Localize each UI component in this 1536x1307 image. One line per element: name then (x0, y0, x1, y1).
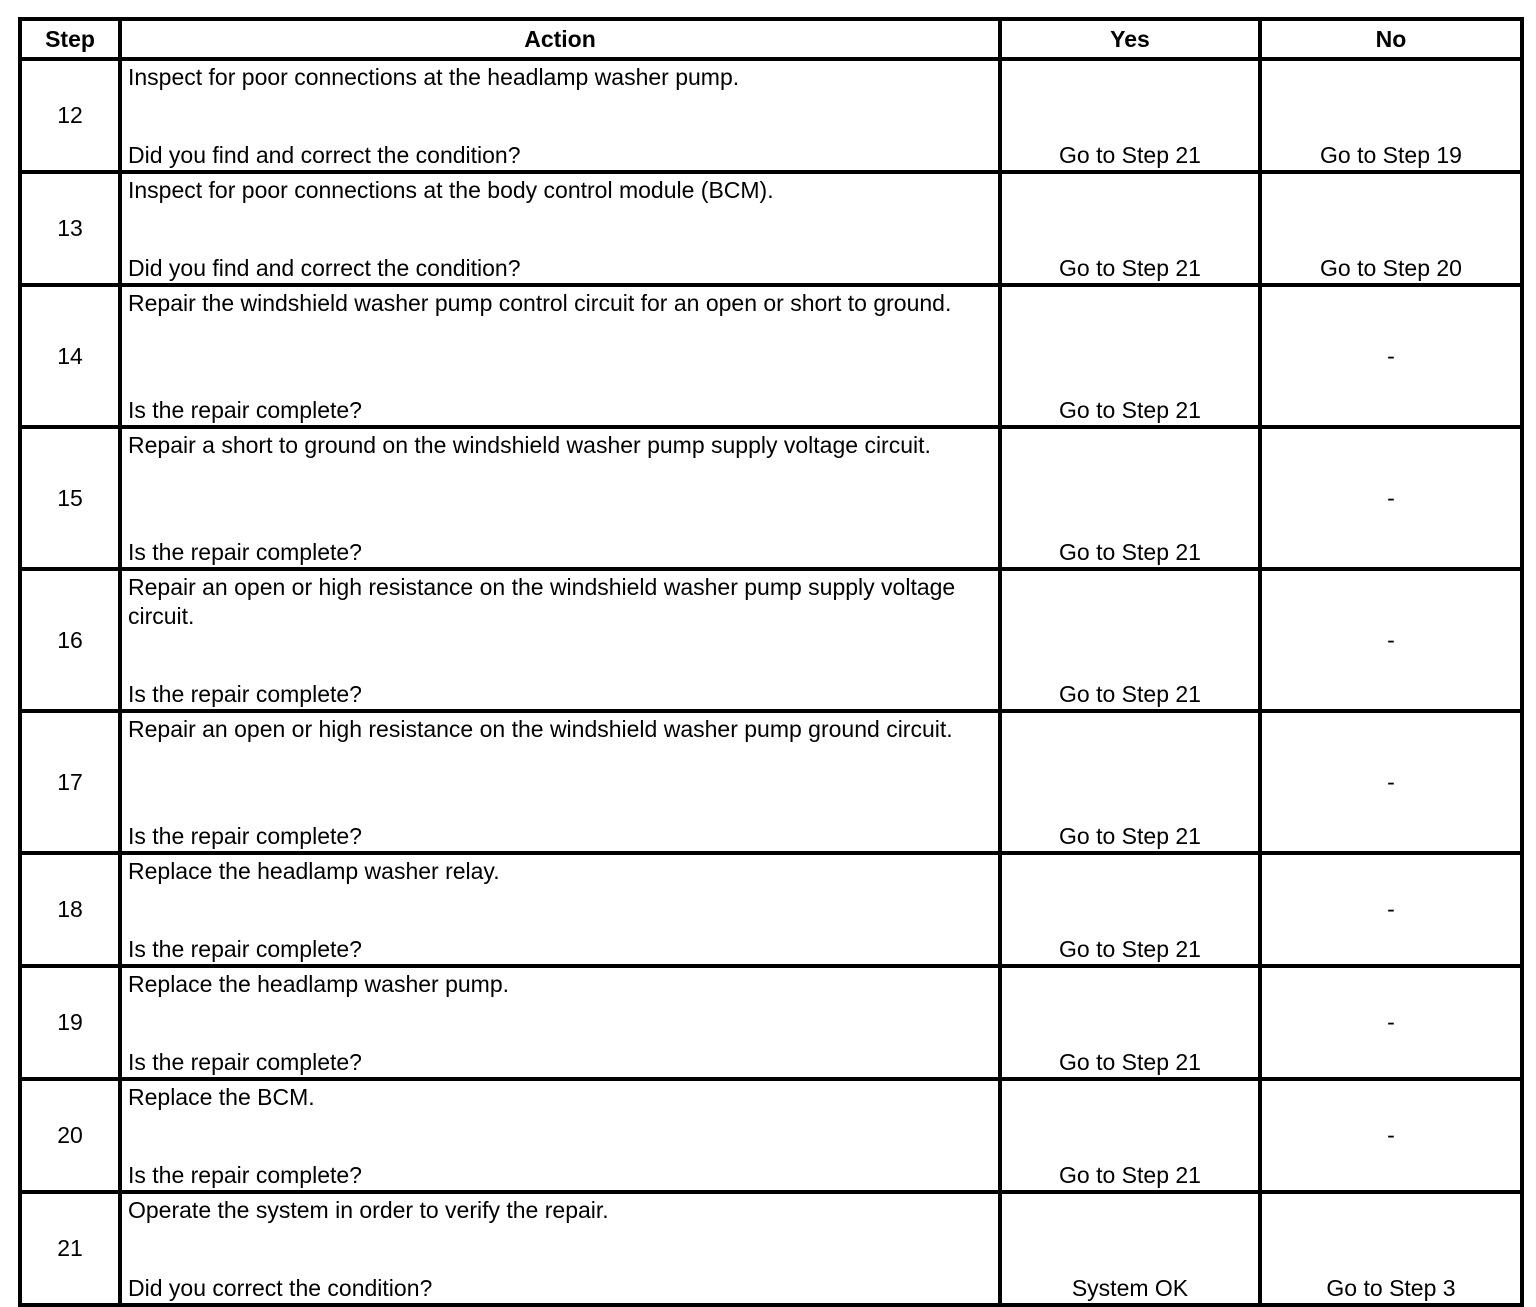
action-text: Repair an open or high resistance on the windshield washer pump ground circuit. (128, 716, 953, 742)
no-result: Go to Step 20 (1320, 255, 1462, 281)
action-text: Repair the windshield washer pump control circuit for an open or short to ground. (128, 290, 952, 316)
step-number: 18 (20, 853, 120, 966)
yes-cell (1000, 1079, 1260, 1192)
table-row (20, 711, 1522, 853)
yes-result: Go to Step 21 (1059, 823, 1201, 849)
step-number: 14 (20, 285, 120, 427)
action-cell (120, 427, 1000, 569)
action-text: Inspect for poor connections at the body control module (BCM). (128, 177, 774, 203)
yes-result: Go to Step 21 (1059, 397, 1201, 423)
diagnostic-table (18, 17, 1524, 1307)
action-question: Is the repair complete? (128, 1162, 362, 1188)
yes-result: System OK (1071, 1275, 1189, 1301)
step-number: 13 (20, 172, 120, 285)
table-row (20, 59, 1522, 172)
action-cell (120, 59, 1000, 172)
header-step: Step (20, 19, 120, 59)
no-result: - (1387, 484, 1395, 511)
action-text: Replace the headlamp washer relay. (128, 858, 500, 884)
action-question: Is the repair complete? (128, 823, 362, 849)
table-row (20, 1079, 1522, 1192)
table-row (20, 427, 1522, 569)
action-question: Did you find and correct the condition? (128, 255, 521, 281)
no-cell (1260, 285, 1522, 427)
action-question: Is the repair complete? (128, 539, 362, 565)
action-cell (120, 1079, 1000, 1192)
yes-cell (1000, 569, 1260, 711)
action-cell (120, 172, 1000, 285)
yes-cell (1000, 853, 1260, 966)
no-cell (1260, 1192, 1522, 1305)
action-question: Is the repair complete? (128, 1049, 362, 1075)
table-row (20, 569, 1522, 711)
action-text: Replace the BCM. (128, 1084, 315, 1110)
action-cell (120, 853, 1000, 966)
yes-cell (1000, 966, 1260, 1079)
yes-cell (1000, 1192, 1260, 1305)
no-cell (1260, 1079, 1522, 1192)
action-cell (120, 711, 1000, 853)
action-text: Repair a short to ground on the windshield washer pump supply voltage circuit. (128, 432, 931, 458)
yes-result: Go to Step 21 (1059, 142, 1201, 168)
no-result: - (1387, 342, 1395, 369)
yes-cell (1000, 59, 1260, 172)
yes-cell (1000, 427, 1260, 569)
no-cell (1260, 59, 1522, 172)
action-question: Is the repair complete? (128, 936, 362, 962)
table-row (20, 285, 1522, 427)
yes-cell (1000, 172, 1260, 285)
yes-result: Go to Step 21 (1059, 1049, 1201, 1075)
step-number: 20 (20, 1079, 120, 1192)
step-number: 21 (20, 1192, 120, 1305)
action-cell (120, 285, 1000, 427)
step-number: 16 (20, 569, 120, 711)
no-result: - (1387, 1009, 1395, 1035)
action-cell (120, 569, 1000, 711)
no-cell (1260, 711, 1522, 853)
yes-result: Go to Step 21 (1059, 255, 1201, 281)
action-question: Did you find and correct the condition? (128, 142, 521, 168)
yes-cell (1000, 285, 1260, 427)
yes-result: Go to Step 21 (1059, 539, 1201, 565)
header-action: Action (120, 19, 1000, 59)
header-row (20, 19, 1522, 59)
no-result: - (1387, 768, 1395, 795)
action-text: Repair an open or high resistance on the windshield washer pump supply voltage circuit. (128, 574, 962, 629)
no-cell (1260, 172, 1522, 285)
yes-cell (1000, 711, 1260, 853)
step-number: 12 (20, 59, 120, 172)
table-row (20, 966, 1522, 1079)
table-row (20, 172, 1522, 285)
action-question: Is the repair complete? (128, 397, 362, 423)
action-text: Replace the headlamp washer pump. (128, 971, 510, 997)
action-text: Inspect for poor connections at the headlamp washer pump. (128, 64, 740, 90)
no-cell (1260, 427, 1522, 569)
action-cell (120, 1192, 1000, 1305)
action-question: Did you correct the condition? (128, 1275, 433, 1301)
no-result: - (1387, 896, 1395, 922)
no-result: Go to Step 19 (1320, 142, 1462, 168)
table-row (20, 853, 1522, 966)
yes-result: Go to Step 21 (1059, 1162, 1201, 1188)
action-text: Operate the system in order to verify the repair. (128, 1197, 609, 1223)
step-number: 17 (20, 711, 120, 853)
header-yes: Yes (1000, 19, 1260, 59)
table-row (20, 1192, 1522, 1305)
no-cell (1260, 966, 1522, 1079)
action-question: Is the repair complete? (128, 681, 362, 707)
action-cell (120, 966, 1000, 1079)
no-cell (1260, 853, 1522, 966)
step-number: 15 (20, 427, 120, 569)
no-result: - (1387, 626, 1395, 653)
yes-result: Go to Step 21 (1059, 681, 1201, 707)
no-cell (1260, 569, 1522, 711)
step-number: 19 (20, 966, 120, 1079)
no-result: - (1387, 1122, 1395, 1148)
header-no: No (1260, 19, 1522, 59)
yes-result: Go to Step 21 (1059, 936, 1201, 962)
no-result: Go to Step 3 (1326, 1275, 1456, 1301)
